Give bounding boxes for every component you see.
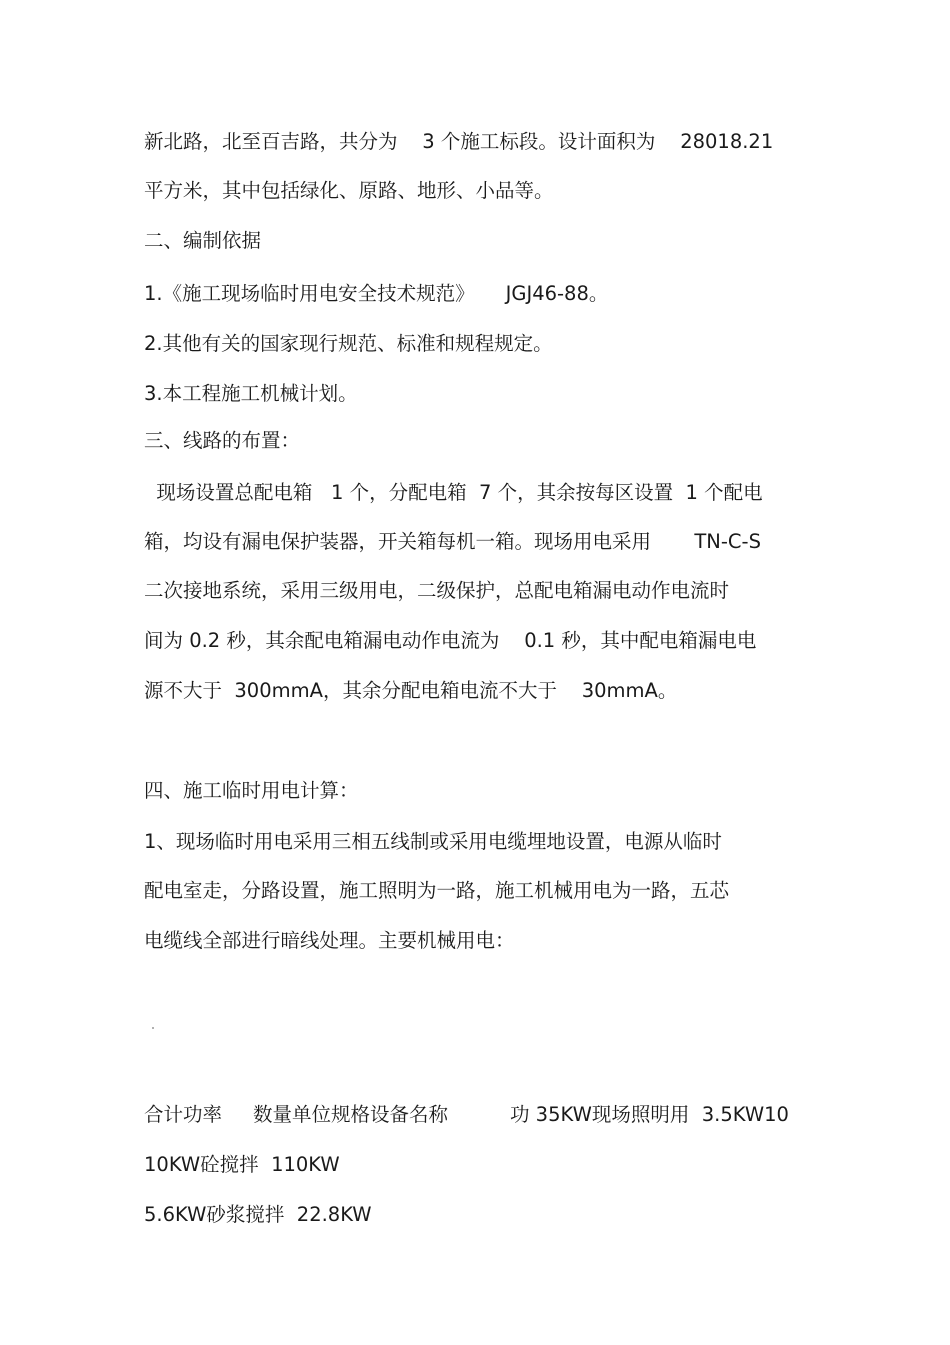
text-line-layout-3: 二次接地系统，采用三级用电，二级保护，总配电箱漏电动作电流时 xyxy=(144,579,730,602)
text-line-basis-3: 3.本工程施工机械计划。 xyxy=(144,382,358,405)
text-line-1: 新北路，北至百吉路，共分为 3 个施工标段。设计面积为 28018.21 xyxy=(144,130,774,153)
section-heading-2: 二、编制依据 xyxy=(144,229,262,252)
text-line-calc-2: 配电室走，分路设置，施工照明为一路，施工机械用电为一路，五芯 xyxy=(144,879,730,902)
table-text-line-3: 5.6KW砂浆搅拌 22.8KW xyxy=(144,1203,372,1226)
text-line-basis-2: 2.其他有关的国家现行规范、标准和规程规定。 xyxy=(144,332,553,355)
table-text-line-2: 10KW砼搅拌 110KW xyxy=(144,1153,340,1176)
text-line-basis-1: 1.《施工现场临时用电安全技术规范》 JGJ46-88。 xyxy=(144,282,609,305)
section-heading-3: 三、线路的布置： xyxy=(144,429,301,452)
text-line-layout-1: 现场设置总配电箱 1 个，分配电箱 7 个，其余按每区设置 1 个配电 xyxy=(144,481,763,504)
text-line-calc-3: 电缆线全部进行暗线处理。主要机械用电： xyxy=(144,929,515,952)
text-line-calc-1: 1、现场临时用电采用三相五线制或采用电缆埋地设置，电源从临时 xyxy=(144,830,722,853)
stray-mark xyxy=(152,1027,154,1029)
text-line-layout-4: 间为 0.2 秒，其余配电箱漏电动作电流为 0.1 秒，其中配电箱漏电电 xyxy=(144,629,757,652)
table-text-line-1: 合计功率 数量单位规格设备名称 功 35KW现场照明用 3.5KW10 xyxy=(144,1103,789,1126)
text-line-layout-5: 源不大于 300mmA，其余分配电箱电流不大于 30mmA。 xyxy=(144,679,678,702)
text-line-2: 平方米，其中包括绿化、原路、地形、小品等。 xyxy=(144,179,554,202)
text-line-layout-2: 箱，均设有漏电保护装器，开关箱每机一箱。现场用电采用 TN-C-S xyxy=(144,530,761,553)
section-heading-4: 四、施工临时用电计算： xyxy=(144,779,359,802)
